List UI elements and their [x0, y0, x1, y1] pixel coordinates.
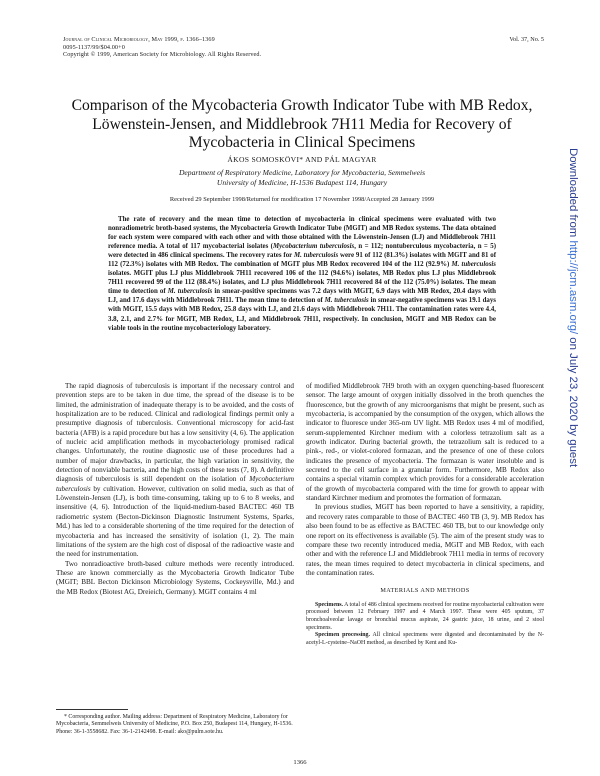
- methods-text: [306, 602, 544, 648]
- specimens-paragraph: [306, 602, 544, 633]
- paragraph-text: by cultivation. However, cultivation on solid media, such as that of Löwenstein-Jensen (LJ), is both time-consuming, taking up to 6 to 8 weeks, and insensitive (4, 6). Introduction of the liquid-medium-based BACTEC 460 TB radiometric system (Becton-Dickinson Diagnostic Instrument Systems, Sparks, Md.) has led to a considerable shortening of the time required for the detection of mycobacteria and has increased the sensitivity of isolation (1, 2). The main limitations of the system are the high cost of disposal of the radioactive waste and the need for instrumentation.: [56, 484, 294, 559]
- abstract-species: M. tuberculosis: [451, 261, 496, 269]
- affiliation-line-2: University of Medicine, H-1536 Budapest 114, Hungary: [216, 177, 388, 187]
- abstract-text: in smear-positive specimens was 7.2 days with MGIT, 6.9 days with MB Redox, 20.4 days with LJ, and 17.6 days with Middlebrook 7H11. The mean time to detection of: [108, 288, 496, 305]
- abstract-text: in smear-negative specimens was 19.1 days with MGIT, 15.5 days with MB Redox, 25.8 days with LJ, and 21.6 days with Middlebrook 7H11. The contamination rates were 4.4, 3.8, 2.1, and 2.7% for MGIT, MB Redox, LJ, and Middlebrook 7H11, respectively. In conclusion, MGIT and MB Redox can be viable tools in the routine mycobacteriology laboratory.: [108, 297, 496, 332]
- paragraph-text: A total of 486 clinical specimens received for routine mycobacterial cultivation were processed between 12 February 1997 and 4 March 1997. These were 405 sputum, 37 bronchoalveolar lavage or bronchial mucus aspirate, 24 gastric juice, 18 urine, and 2 stool specimens.: [306, 601, 544, 631]
- abstract-species: M. tuberculosis: [324, 297, 369, 305]
- body-column-left: [56, 382, 294, 597]
- corresponding-author-footnote: * Corresponding author. Mailing address: Department of Respiratory Medicine, Laboratory for Mycobacteria, Semmelweis University of Medicine, P.O. Box 250, Budapest 114, Hungary, H-1536. Phone: 36-1-3558682. Fax: 36-1-2142498. E-mail: ako@pulm.sote.hu.: [56, 714, 293, 735]
- author-list: ÁKOS SOMOSKÖVI* AND PÁL MAGYAR: [227, 155, 377, 164]
- subsection-label: Specimen processing.: [315, 632, 370, 639]
- subsection-label: Specimens.: [315, 601, 343, 608]
- received-dates: Received 29 September 1998/Returned for modification 17 November 1998/Accepted 28 January 1999: [169, 196, 435, 203]
- paragraph-text: The rapid diagnosis of tuberculosis is important if the necessary control and prevention steps are to be taken in due time, the spread of the disease is to be limited, the administration of inadequate therapy is to be avoided, and the costs of hospitalization are to be reduced. Clinical and radiological findings permit only a presumptive diagnosis of tuberculosis. Conventional microscopy for acid-fast bacteria (AFB) is a rapid procedure but has a low sensitivity (4, 6). The application of nucleic acid amplification methods in mycobacteriology promised radical changes. Unfortunately, the routine diagnostic use of these procedures had a number of major drawbacks, in particular, the high variation in sensitivity, the detection of nonviable bacteria, and the high costs of these tests (7, 8). A definitive diagnosis of tuberculosis is still dependent on the isolation of: [56, 382, 294, 484]
- download-watermark: [564, 148, 580, 688]
- intro-paragraph-1: [56, 382, 294, 560]
- affiliation-line-1: Department of Respiratory Medicine, Laboratory for Mycobacteria, Semmelweis: [178, 168, 426, 177]
- processing-paragraph: [306, 632, 544, 647]
- article-title: Comparison of the Mycobacteria Growth Indicator Tube with MB Redox, Löwenstein-Jensen, and Middlebrook 7H11 Media for Recovery of Mycobacteria in Clinical Specimens: [71, 97, 533, 152]
- watermark-prefix: Downloaded from: [567, 148, 579, 241]
- running-header: [63, 36, 261, 59]
- abstract-text: were 91 of 112 (81.3%) isolates with MGIT and 81 of 112 (72.3%) isolates with MB Redox. The combination of MGIT plus MB Redox recovered 104 of the 112 (92.9%): [108, 252, 496, 269]
- affiliation: [60, 168, 544, 187]
- issn-line: 0095-1137/99/$04.00+0: [63, 43, 125, 51]
- page-number: 1366: [293, 759, 307, 766]
- intro-paragraph-3: of modified Middlebrook 7H9 broth with an oxygen quenching-based fluorescent sensor. The large amount of oxygen initially dissolved in the broth quenches the fluorescence, but the growth of any microorganisms that might be present, such as mycobacteria, is accompanied by the consumption of the oxygen, which allows the indicator to fluoresce under 365-nm UV light. MB Redox uses 4 ml of modified, serum-supplemented Kirchner medium with a colorless tetrazolium salt as a growth indicator. During bacterial growth, the tetrazolium salt is reduced to a pink-, red-, or violet-colored formazan, and the presence of one of these colors indicates the presence of mycobacteria. The formazan is water insoluble and is secreted to the cell surface in a granular form. Furthermore, MB Redox also contains a special vitamin complex which provides for a considerable acceleration of the growth of mycobacteria compared with the time for growth to appear with standard Kirchner medium and promotes the formation of formazan.: [306, 382, 544, 503]
- download-watermark-text: [567, 148, 579, 467]
- journal-link[interactable]: http://jcm.asm.org/: [567, 240, 579, 335]
- volume-issue: Vol. 37, No. 5: [509, 36, 544, 43]
- copyright-line: Copyright © 1999, American Society for Microbiology. All Rights Reserved.: [63, 51, 262, 59]
- intro-paragraph-2: Two nonradioactive broth-based culture methods were recently introduced. These are known commercially as the Mycobacteria Growth Indicator Tube (MGIT; BBL Becton Dickinson Microbiology Systems, Cockeysville, Md.) and the MB Redox (Biotest AG, Dreieich, Germany). MGIT contains 4 ml: [56, 559, 294, 596]
- body-column-right: [306, 382, 544, 648]
- section-heading: MATERIALS AND METHODS: [380, 587, 470, 595]
- intro-paragraph-4: In previous studies, MGIT has been reported to have a sensitivity, a rapidity, and recovery rates comparable to those of BACTEC 460 TB (3, 9). MB Redox has also been found to be as effective as BACTEC 460 TB, but to our knowledge only one report on its effectiveness is available (5). The aim of the present study was to compare these two recently introduced media, MGIT and MB Redox, with each other and with the reference LJ and Middlebrook 7H11 media in terms of recovery rates, the mean times required to detect mycobacteria in clinical specimens, and the contamination rates.: [306, 503, 544, 577]
- abstract-species: Mycobacterium tuberculosis: [272, 243, 355, 251]
- abstract-text: isolates. MGIT plus LJ plus Middlebrook 7H11 recovered 106 of the 112 (94.6%) isolates, MB Redox plus LJ plus Middlebrook 7H11 recovered 99 of the 112 (88.4%) isolates, and LJ plus Middlebrook 7H11 recovered 84 of the 112 (75.0%) isolates. The mean time to detection of: [108, 270, 496, 296]
- paragraph-text: All clinical specimens were digested and decontaminated by the N-acetyl-L-cysteine–NaOH method, as described by Kent and Ku-: [306, 632, 544, 647]
- abstract-species: M. tuberculosis: [293, 252, 339, 260]
- abstract-text: , n = 112; nontuberculous mycobacteria, n = 5) were detected in 486 clinical specimens. The recovery rates for: [108, 243, 496, 260]
- abstract-text: The rate of recovery and the mean time to detection of mycobacteria in clinical specimens were evaluated with two nonradiometric broth-based systems, the Mycobacteria Growth Indicator Tube (MGIT) and MB Redox systems. The data obtained for each system were compared with each other and with those obtained with the Löwenstein-Jensen (LJ) and Middlebrook 7H11 reference media. A total of 117 mycobacterial isolates (: [108, 216, 496, 251]
- species-name: Mycobacterium tuberculosis: [56, 475, 294, 493]
- journal-citation: Journal of Clinical Microbiology, May 1999, p. 1366–1369: [63, 36, 215, 43]
- abstract: [108, 215, 496, 333]
- footnote-divider: [56, 709, 128, 710]
- abstract-species: M. tuberculosis: [167, 288, 213, 296]
- watermark-suffix: on July 23, 2020 by guest: [567, 334, 579, 468]
